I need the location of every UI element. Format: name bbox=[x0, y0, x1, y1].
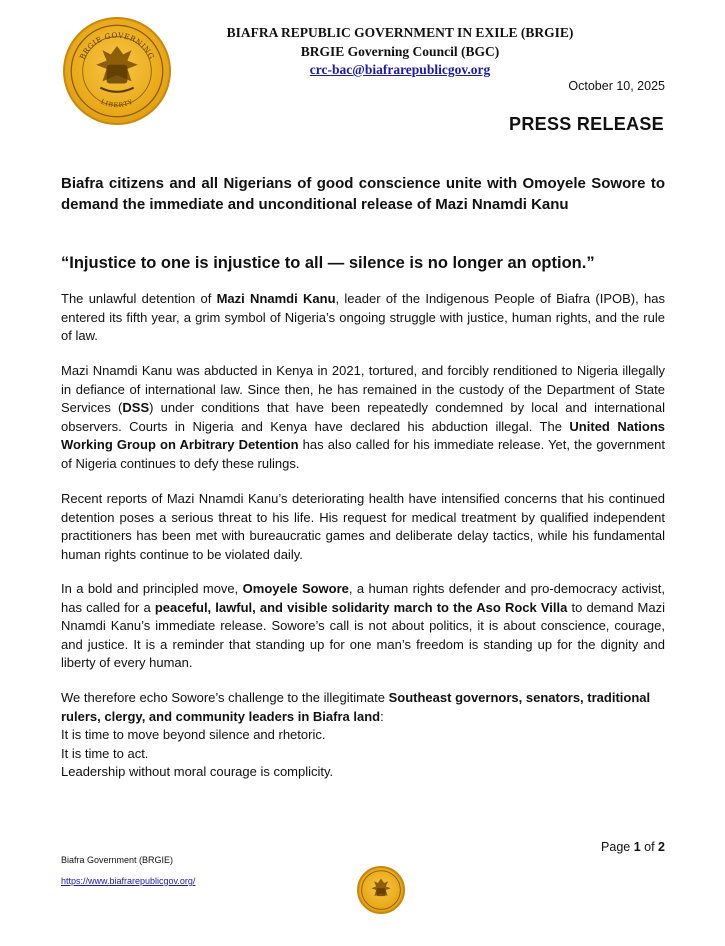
svg-text:BRGIE GOVERNING: BRGIE GOVERNING bbox=[77, 30, 157, 61]
headline: Biafra citizens and all Nigerians of good conscience unite with Omoyele Sowore to demand the immediate and unconditional release of Mazi Nnamdi Kanu bbox=[61, 175, 665, 213]
paragraph-2: Mazi Nnamdi Kanu was abducted in Kenya in 2021, tortured, and forcibly renditioned to Nigeria illegally in defiance of international law. Since then, he has remained in the custody of the Department of State Services (DSS) under conditions that have been repeatedly condemned by local and international observers. Courts in Nigeria and Kenya have declared his abduction illegal. The United Nations Working Group on Arbitrary Detention has also called for his immediate release. Yet, the government of Nigeria continues to defy these rulings. bbox=[61, 363, 665, 471]
council-name: BRGIE Governing Council (BGC) bbox=[300, 44, 500, 59]
svg-text:LIBERTY: LIBERTY bbox=[99, 98, 135, 110]
press-release-label: PRESS RELEASE bbox=[509, 114, 664, 134]
footer-website-link[interactable]: https://www.biafrarepublicgov.org/ bbox=[61, 876, 196, 886]
pull-quote: “Injustice to one is injustice to all — silence is no longer an option.” bbox=[61, 254, 595, 272]
paragraph-5: We therefore echo Sowore’s challenge to the illegitimate Southeast governors, senators, traditional rulers, clergy, and community leaders in Biafra land: It is time to move beyond silence and rhetoric. It is time to act. Leadership without moral courage is complicity. bbox=[61, 689, 665, 782]
paragraph-4: In a bold and principled move, Omoyele Sowore, a human rights defender and pro-democracy activist, has called for a peaceful, lawful, and visible solidarity march to the Aso Rock Villa to demand Mazi Nnamdi Kanu’s immediate release. Sowore’s call is not about politics, it is about conscience, courage, and justice. It is a reminder that standing up for one man’s freedom is standing up for the dignity and liberty of every human. bbox=[61, 581, 665, 671]
brgie-seal-logo bbox=[63, 17, 171, 125]
footer-seal-logo bbox=[357, 866, 405, 914]
page-number: Page 1 of 2 bbox=[601, 840, 665, 854]
closing-line-1: It is time to move beyond silence and rhetoric. bbox=[61, 727, 326, 743]
paragraph-1: The unlawful detention of Mazi Nnamdi Kanu, leader of the Indigenous People of Biafra (IPOB), has entered its fifth year, a grim symbol of Nigeria’s ongoing struggle with justice, human rights, and the rule of law. bbox=[61, 291, 665, 344]
contact-email-link[interactable]: crc-bac@biafrarepublicgov.org bbox=[309, 62, 491, 77]
paragraph-3: Recent reports of Mazi Nnamdi Kanu’s deteriorating health have intensified concerns that his continued detention poses a serious threat to his life. His request for medical treatment by qualified independent practitioners has been met with bureaucratic games and deliberate delay tactics, while his fundamental human rights continue to be violated daily. bbox=[61, 491, 665, 562]
closing-line-3: Leadership without moral courage is complicity. bbox=[61, 764, 334, 780]
footer-organization: Biafra Government (BRGIE) bbox=[61, 855, 174, 865]
release-date: October 10, 2025 bbox=[568, 79, 665, 93]
closing-line-2: It is time to act. bbox=[61, 745, 149, 761]
organization-name: BIAFRA REPUBLIC GOVERNMENT IN EXILE (BRGIE) bbox=[226, 25, 574, 40]
